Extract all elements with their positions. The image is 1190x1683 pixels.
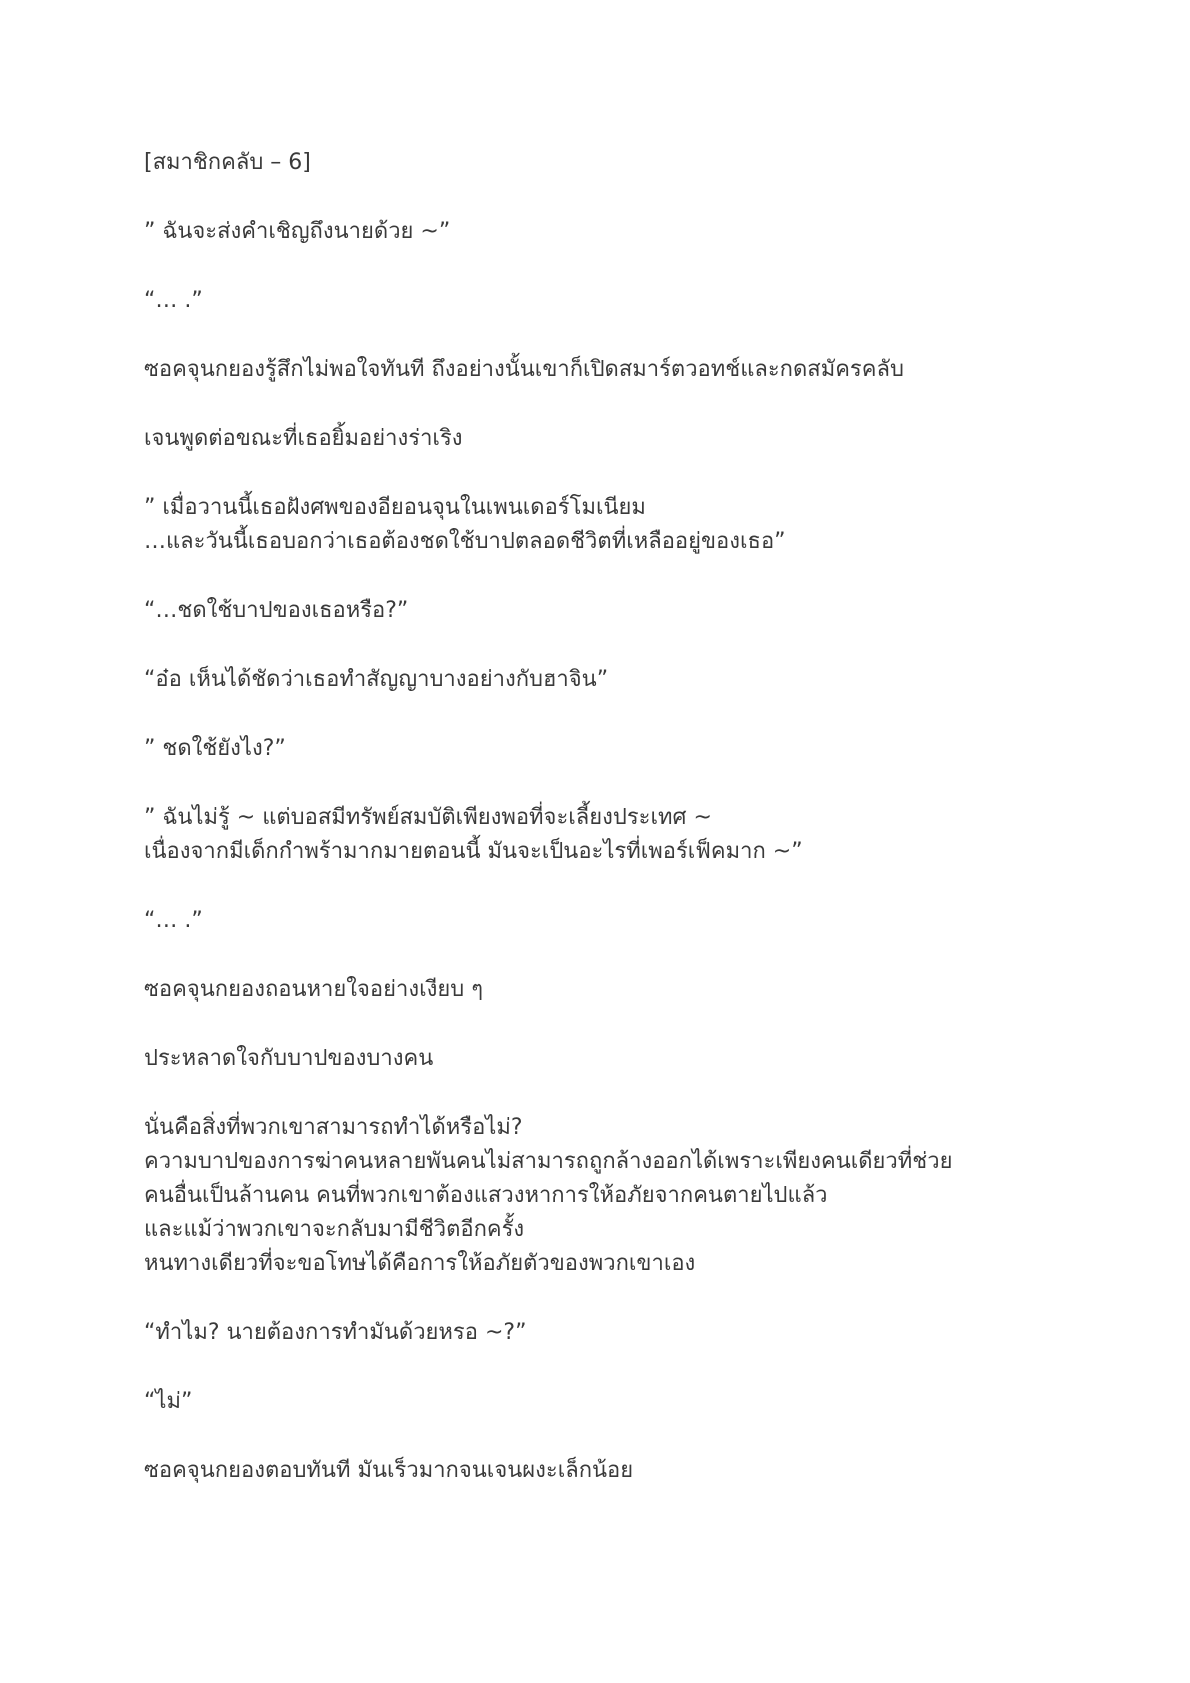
- text-line: ” ฉันไม่รู้ ~ แต่บอสมีทรัพย์สมบัติเพียงพอที่จะเลี้ยงประเทศ ~: [144, 805, 712, 830]
- text-line: ซอคจุนกยองรู้สึกไม่พอใจทันที ถึงอย่างนั้นเขาก็เปิดสมาร์ตวอทช์และกดสมัครคลับ: [144, 357, 904, 382]
- text-line: …และวันนี้เธอบอกว่าเธอต้องชดใช้บาปตลอดชีวิตที่เหลืออยู่ของเธอ”: [144, 529, 786, 554]
- chapter-heading: [144, 146, 1064, 180]
- narration-paragraph: [144, 1042, 1064, 1076]
- text-line: ซอคจุนกยองถอนหายใจอย่างเงียบ ๆ: [144, 977, 484, 1002]
- text-line: “ไม่”: [144, 1389, 193, 1414]
- narration-paragraph: [144, 973, 1064, 1007]
- text-line: ความบาปของการฆ่าคนหลายพันคนไม่สามารถถูกล้างออกได้เพราะเพียงคนเดียวที่ช่วย: [144, 1149, 953, 1174]
- dialogue-paragraph: [144, 732, 1064, 766]
- dialogue-paragraph: [144, 1316, 1064, 1350]
- text-line: ” ฉันจะส่งคำเชิญถึงนายด้วย ~”: [144, 219, 451, 244]
- dialogue-paragraph: [144, 801, 1064, 869]
- text-line: “อ๋อ เห็นได้ชัดว่าเธอทำสัญญาบางอย่างกับฮาจิน”: [144, 667, 609, 692]
- text-line: เจนพูดต่อขณะที่เธอยิ้มอย่างร่าเริง: [144, 426, 463, 451]
- text-line: “…ชดใช้บาปของเธอหรือ?”: [144, 598, 409, 623]
- text-line: ” เมื่อวานนี้เธอฝังศพของอียอนจุนในเพนเดอร์โมเนียม: [144, 495, 646, 520]
- dialogue-paragraph: [144, 1385, 1064, 1419]
- text-line: หนทางเดียวที่จะขอโทษได้คือการให้อภัยตัวของพวกเขาเอง: [144, 1251, 696, 1276]
- dialogue-paragraph: [144, 904, 1064, 938]
- text-line: ” ชดใช้ยังไง?”: [144, 736, 286, 761]
- text-line: [สมาชิกคลับ – 6]: [144, 150, 311, 175]
- dialogue-paragraph: [144, 594, 1064, 628]
- document-body: [144, 146, 1064, 1523]
- text-line: “… .”: [144, 908, 203, 933]
- text-line: คนอื่นเป็นล้านคน คนที่พวกเขาต้องแสวงหาการให้อภัยจากคนตายไปแล้ว: [144, 1183, 828, 1208]
- narration-paragraph: [144, 1111, 1064, 1281]
- text-line: “… .”: [144, 288, 203, 313]
- text-line: และแม้ว่าพวกเขาจะกลับมามีชีวิตอีกครั้ง: [144, 1217, 525, 1242]
- dialogue-paragraph: [144, 284, 1064, 318]
- narration-paragraph: [144, 1454, 1064, 1488]
- dialogue-paragraph: [144, 491, 1064, 559]
- text-line: ประหลาดใจกับบาปของบางคน: [144, 1046, 434, 1071]
- dialogue-paragraph: [144, 215, 1064, 249]
- text-line: เนื่องจากมีเด็กกำพร้ามากมายตอนนี้ มันจะเป็นอะไรที่เพอร์เฟ็คมาก ~”: [144, 839, 803, 864]
- text-line: “ทำไม? นายต้องการทำมันด้วยหรอ ~?”: [144, 1320, 527, 1345]
- text-line: นั่นคือสิ่งที่พวกเขาสามารถทำได้หรือไม่?: [144, 1115, 523, 1140]
- narration-paragraph: [144, 353, 1064, 387]
- text-line: ซอคจุนกยองตอบทันที มันเร็วมากจนเจนผงะเล็กน้อย: [144, 1458, 634, 1483]
- narration-paragraph: [144, 422, 1064, 456]
- dialogue-paragraph: [144, 663, 1064, 697]
